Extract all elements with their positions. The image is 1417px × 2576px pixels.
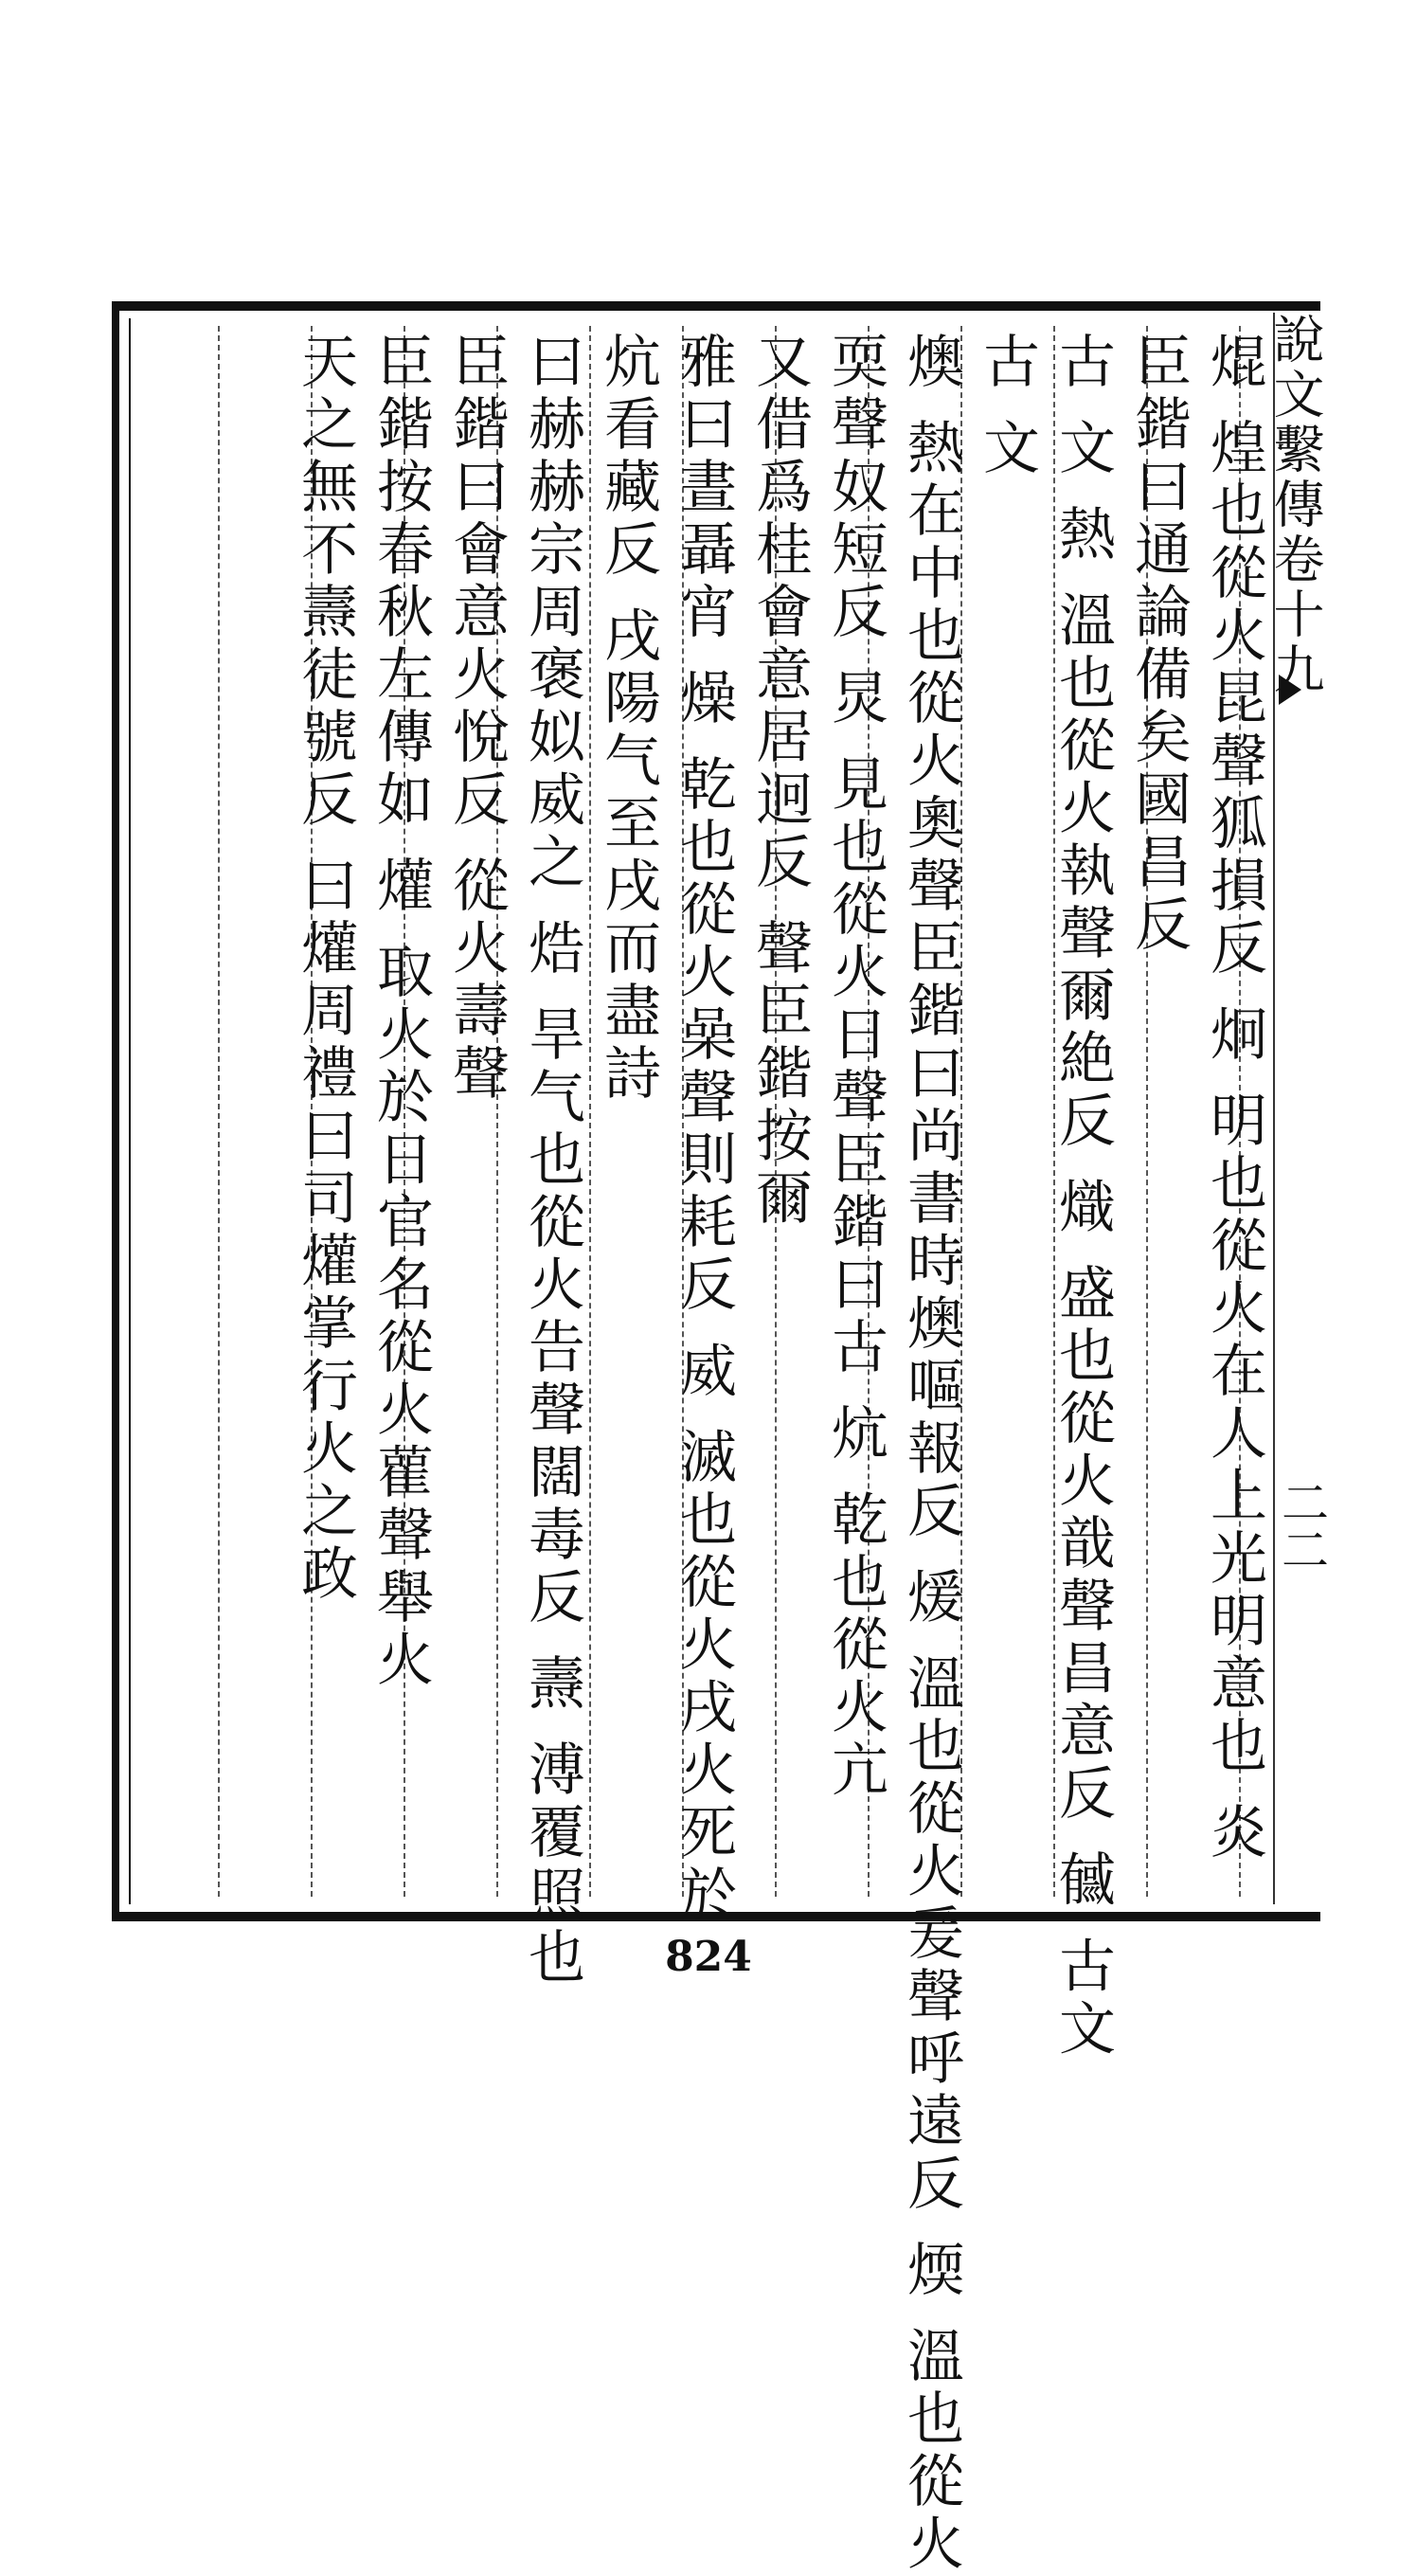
fishtail-mark-icon bbox=[1279, 675, 1301, 705]
text-column-5: 燠 熱在中也從火奧聲臣鍇曰尚書時燠嘔報反 煖 溫也從火爰聲呼遠反 煗 溫也從火 bbox=[898, 332, 964, 2576]
column-rule bbox=[218, 326, 220, 1897]
margin-folio: 二二 bbox=[1274, 1478, 1329, 1573]
text-column-4: 古 文 bbox=[974, 332, 1040, 481]
text-column-10: 曰赫赫宗周褒姒威之 焅 旱气也從火告聲闊毒反 燾 溥覆照也 bbox=[519, 332, 585, 1991]
text-column-7: 又借爲桂會意居迥反 聲臣鍇按爾 bbox=[746, 332, 813, 1232]
text-column-11: 臣鍇曰會意火悅反 從火壽聲 bbox=[443, 332, 510, 1107]
text-column-9: 炕看藏反 戌陽气至戌而盡詩 bbox=[595, 332, 661, 1107]
column-rule bbox=[589, 326, 591, 1897]
text-column-1: 焜 煌也從火昆聲狐損反 炯 明也從火在人上光明意也 炎 bbox=[1201, 332, 1267, 1865]
text-column-3: 古 文 熱 溫也從火執聲爾絶反 熾 盛也從火戠聲昌意反 㦽 古文 bbox=[1049, 332, 1116, 2062]
margin-title: 說文繫傳卷十九 bbox=[1265, 313, 1325, 697]
page-number: 824 bbox=[665, 1933, 752, 1981]
text-column-2: 臣鍇曰通論備矣國昌反 bbox=[1125, 332, 1192, 957]
text-column-6: 耎聲奴短反 炅 見也從火日聲臣鍇曰古 炕 乾也從火亢 bbox=[822, 332, 888, 1803]
text-column-13: 天之無不燾徒號反 曰爟周禮曰司爟掌行火之政 bbox=[292, 332, 358, 1607]
text-column-8: 雅曰晝聶宵 燥 乾也從火喿聲則耗反 威 滅也從火戌火死於 bbox=[671, 332, 737, 1928]
text-column-12: 臣鍇按春秋左傳如 爟 取火於日官名從火雚聲舉火 bbox=[368, 332, 434, 1693]
